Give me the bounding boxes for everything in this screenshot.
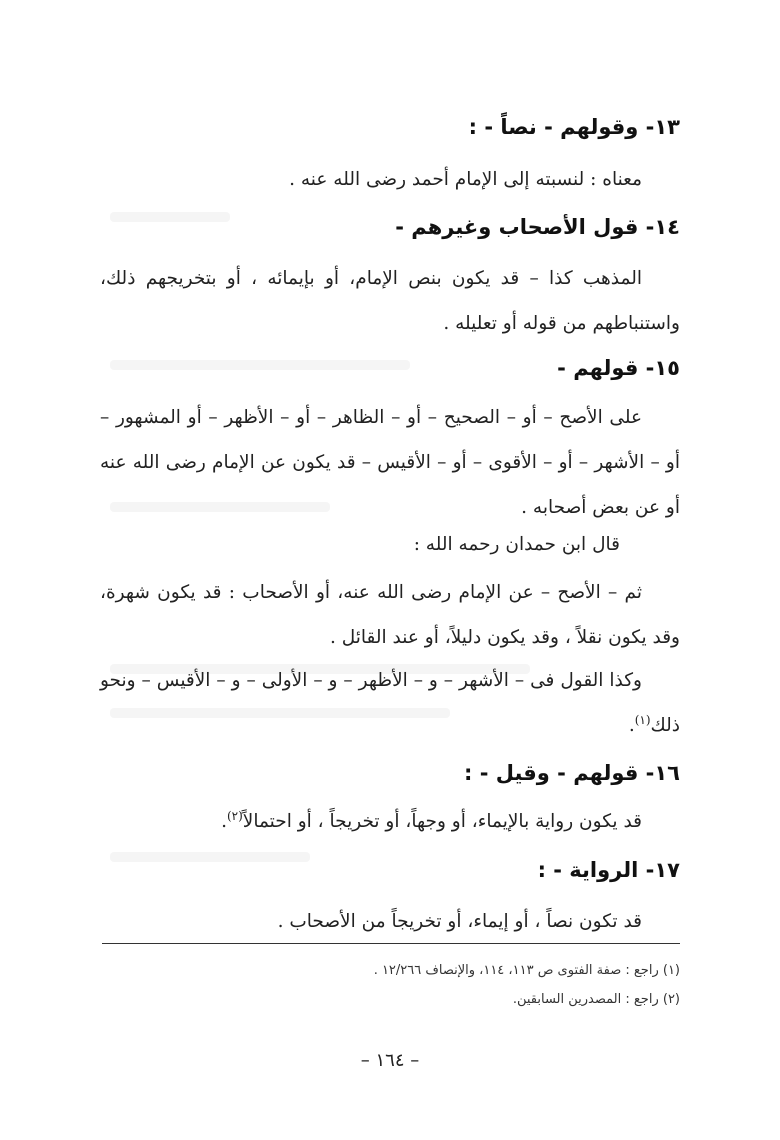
section-15-closing-text: وكذا القول فى – الأشهر – و – الأظهر – و – الأولى – و – الأقيس – ونحو ذلك bbox=[100, 670, 680, 736]
section-14-heading-text: ١٤- قول الأصحاب وغيرهم - bbox=[395, 215, 680, 239]
section-15-heading-text: ١٥- قولهم - bbox=[557, 356, 680, 380]
page-number-text: – ١٦٤ – bbox=[360, 1050, 420, 1071]
section-16-heading bbox=[100, 758, 680, 788]
footnote-1 bbox=[100, 961, 680, 981]
footnote-ref-2[interactable]: (٢) bbox=[226, 808, 243, 823]
section-15-quote-paragraph bbox=[100, 570, 680, 660]
section-13-heading-text: ١٣- وقولهم - نصاً - : bbox=[468, 115, 680, 139]
section-14-paragraph bbox=[100, 256, 680, 346]
section-15-paragraph bbox=[100, 395, 680, 530]
section-15-closing-paragraph bbox=[100, 658, 680, 748]
section-16-text: قد يكون رواية بالإيماء، أو وجهاً، أو تخريجاً ، أو احتمالاً bbox=[242, 811, 642, 832]
section-16-paragraph bbox=[100, 799, 680, 844]
section-15-text: على الأصح – أو – الصحيح – أو – الظاهر – أو – الأظهر – أو المشهور – أو – الأشهر – أو – الأقوى – أو – الأقيس – قد يكون عن الإمام رضى الله عنه أو عن بعض أصحابه . bbox=[100, 407, 680, 518]
section-15-quote-text: ثم – الأصح – عن الإمام رضى الله عنه، أو الأصحاب : قد يكون شهرة، وقد يكون نقلاً ، وقد يكون دليلاً، أو عند القائل . bbox=[100, 582, 680, 648]
section-16-end: . bbox=[221, 811, 227, 832]
section-15-closing-end: . bbox=[628, 715, 635, 736]
section-14-text: المذهب كذا – قد يكون بنص الإمام، أو بإيمائه ، أو بتخريجهم ذلك، واستنباطهم من قوله أو تعليله . bbox=[100, 268, 680, 334]
section-13-text: معناه : لنسبته إلى الإمام أحمد رضى الله عنه . bbox=[289, 169, 642, 190]
footnote-2 bbox=[100, 990, 680, 1010]
section-17-paragraph bbox=[100, 899, 680, 944]
footnote-2-text: (٢) راجع : المصدرين السابقين. bbox=[512, 992, 680, 1007]
section-13-heading bbox=[100, 112, 680, 142]
section-13-paragraph bbox=[100, 157, 680, 202]
footnote-1-text: (١) راجع : صفة الفتوى ص ١١٣، ١١٤، والإنصاف ١٢/٢٦٦ . bbox=[373, 963, 680, 978]
section-16-heading-text: ١٦- قولهم - وقيل - : bbox=[464, 761, 680, 785]
section-15-heading bbox=[100, 353, 680, 383]
section-17-text: قد تكون نصاً ، أو إيماء، أو تخريجاً من الأصحاب . bbox=[277, 911, 642, 932]
page-number bbox=[0, 1050, 780, 1071]
section-17-heading-text: ١٧- الرواية - : bbox=[537, 858, 680, 882]
section-14-heading bbox=[100, 212, 680, 242]
section-17-heading bbox=[100, 855, 680, 885]
quote-intro bbox=[100, 522, 680, 567]
quote-intro-text: قال ابن حمدان رحمه الله : bbox=[413, 534, 620, 555]
footnote-ref-1[interactable]: (١) bbox=[634, 712, 651, 727]
footnote-divider bbox=[102, 943, 680, 944]
